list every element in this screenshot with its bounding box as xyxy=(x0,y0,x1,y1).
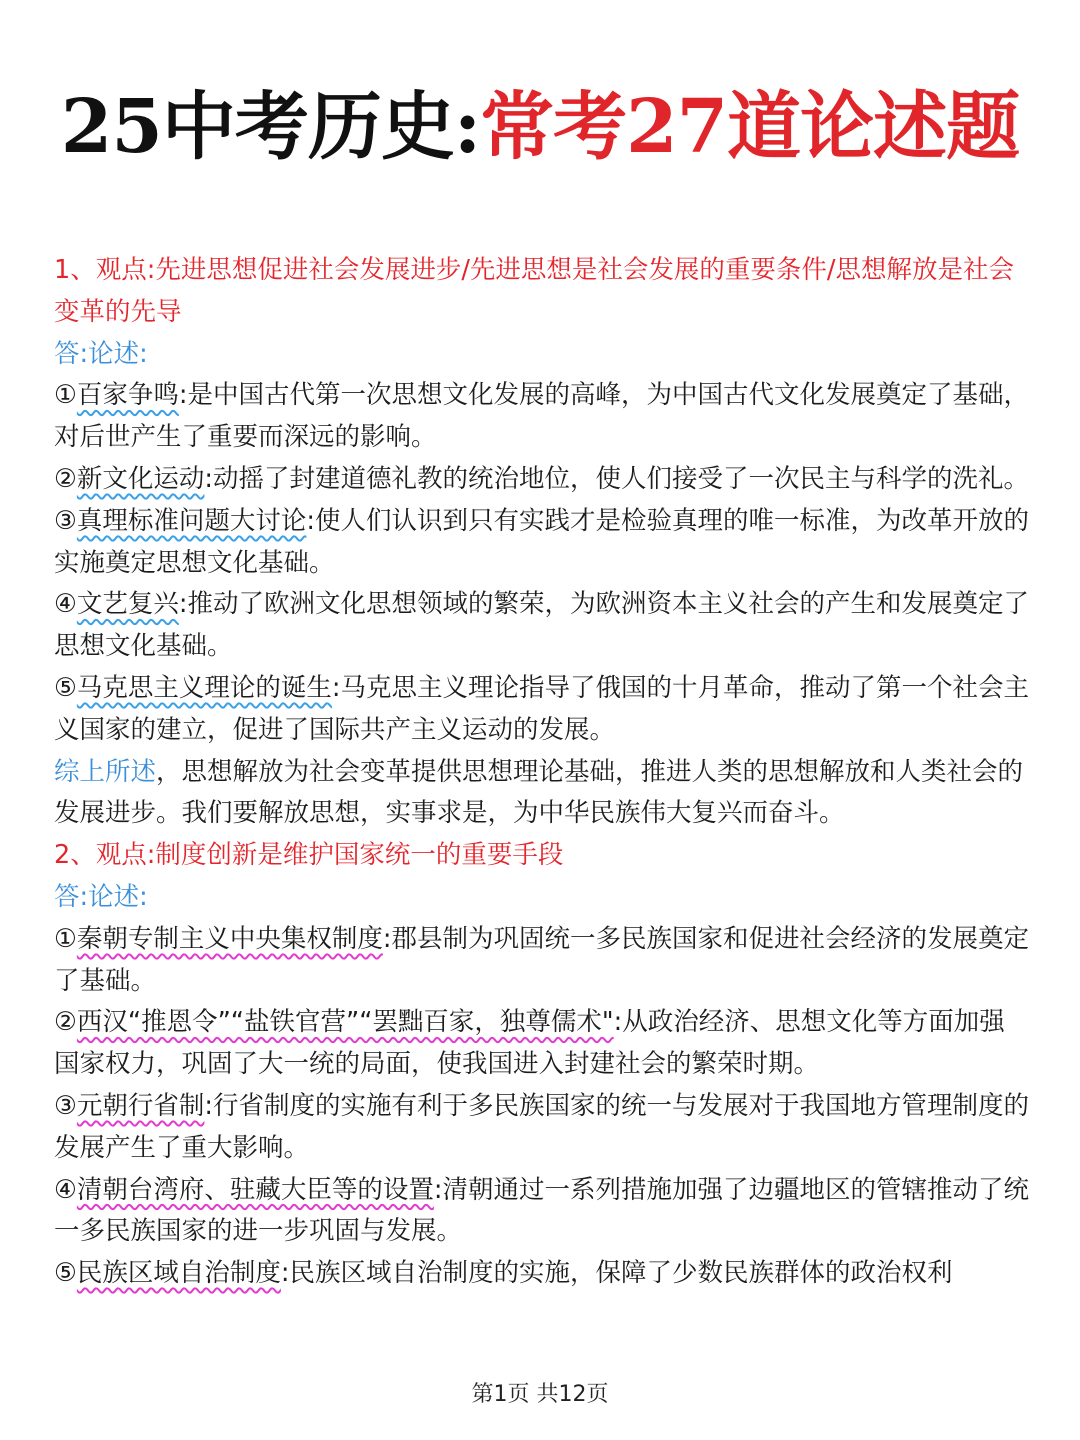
section2-item xyxy=(54,919,1030,1003)
item-term: 新文化运动 xyxy=(76,463,205,494)
item-number: ④ xyxy=(54,1174,77,1205)
item-text: :马克思主义理论指导了俄国的十月革命，推动了第一个社会主义国家的建立，促进了国际共产主义运动的发展。 xyxy=(54,672,1029,745)
section2-answer-label: 答:论述: xyxy=(54,881,148,912)
item-text: :郡县制为巩固统一多民族国家和促进社会经济的发展奠定了基础。 xyxy=(54,923,1029,996)
item-term: 马克思主义理论的诞生 xyxy=(76,672,332,703)
title-part-red: 常考27道论述题 xyxy=(480,84,1020,170)
section2-item xyxy=(54,1253,1030,1295)
title-part-black: 25中考历史: xyxy=(60,84,481,170)
item-text: :是中国古代第一次思想文化发展的高峰，为中国古代文化发展奠定了基础，对后世产生了重要而深远的影响。 xyxy=(54,380,1029,453)
item-term: 文艺复兴 xyxy=(76,589,179,620)
item-text: :使人们认识到只有实践才是检验真理的唯一标准，为改革开放的实施奠定思想文化基础。 xyxy=(54,505,1029,578)
section1-summary xyxy=(54,752,1030,836)
section1-heading: 1、观点:先进思想促进社会发展进步/先进思想是社会发展的重要条件/思想解放是社会变革的先导 xyxy=(54,255,1014,327)
item-number: ① xyxy=(54,923,77,954)
item-term: 西汉“推恩令”“盐铁官营”“罢黜百家，独尊儒术" xyxy=(76,1007,614,1038)
item-number: ① xyxy=(54,380,77,411)
item-term: 真理标准问题大讨论 xyxy=(76,505,307,536)
section2-item xyxy=(54,1170,1030,1254)
item-term: 民族区域自治制度 xyxy=(76,1258,281,1289)
item-number: ② xyxy=(54,463,77,494)
section2-item xyxy=(54,1002,1030,1086)
item-term: 元朝行省制 xyxy=(76,1090,205,1121)
summary-text: ，思想解放为社会变革提供思想理论基础，推进人类的思想解放和人类社会的发展进步。我们要解放思想，实事求是，为中华民族伟大复兴而奋斗。 xyxy=(54,756,1024,829)
section1-item xyxy=(54,375,1030,459)
item-text: :从政治经济、思想文化等方面加强国家权力，巩固了大一统的局面，使我国进入封建社会的繁荣时期。 xyxy=(54,1007,1005,1080)
page-title xyxy=(0,82,1080,172)
item-number: ③ xyxy=(54,1090,77,1121)
section2-heading: 2、观点:制度创新是维护国家统一的重要手段 xyxy=(54,840,564,871)
item-text: :推动了欧洲文化思想领域的繁荣，为欧洲资本主义社会的产生和发展奠定了思想文化基础。 xyxy=(54,589,1029,662)
item-text: :行省制度的实施有利于多民族国家的统一与发展对于我国地方管理制度的发展产生了重大影响。 xyxy=(54,1090,1029,1163)
item-term: 百家争鸣 xyxy=(76,380,179,411)
section1-item xyxy=(54,668,1030,752)
item-text: :动摇了封建道德礼教的统治地位，使人们接受了一次民主与科学的洗礼。 xyxy=(204,463,1029,494)
section2-item xyxy=(54,1086,1030,1170)
item-number: ⑤ xyxy=(54,1258,77,1289)
item-term: 秦朝专制主义中央集权制度 xyxy=(76,923,383,954)
document-body xyxy=(54,250,1030,1295)
item-number: ⑤ xyxy=(54,672,77,703)
item-number: ④ xyxy=(54,589,77,620)
item-text: :清朝通过一系列措施加强了边疆地区的管辖推动了统一多民族国家的进一步巩固与发展。 xyxy=(54,1174,1029,1247)
page-indicator: 第1页 共12页 xyxy=(471,1382,609,1407)
item-number: ③ xyxy=(54,505,77,536)
item-number: ② xyxy=(54,1007,77,1038)
item-term: 清朝台湾府、驻藏大臣等的设置 xyxy=(76,1174,434,1205)
section1-item xyxy=(54,584,1030,668)
section1-answer-label: 答:论述: xyxy=(54,338,148,369)
item-text: :民族区域自治制度的实施，保障了少数民族群体的政治权利 xyxy=(280,1258,953,1289)
section1-item xyxy=(54,459,1030,501)
summary-label: 综上所述 xyxy=(54,756,157,787)
section1-item xyxy=(54,501,1030,585)
